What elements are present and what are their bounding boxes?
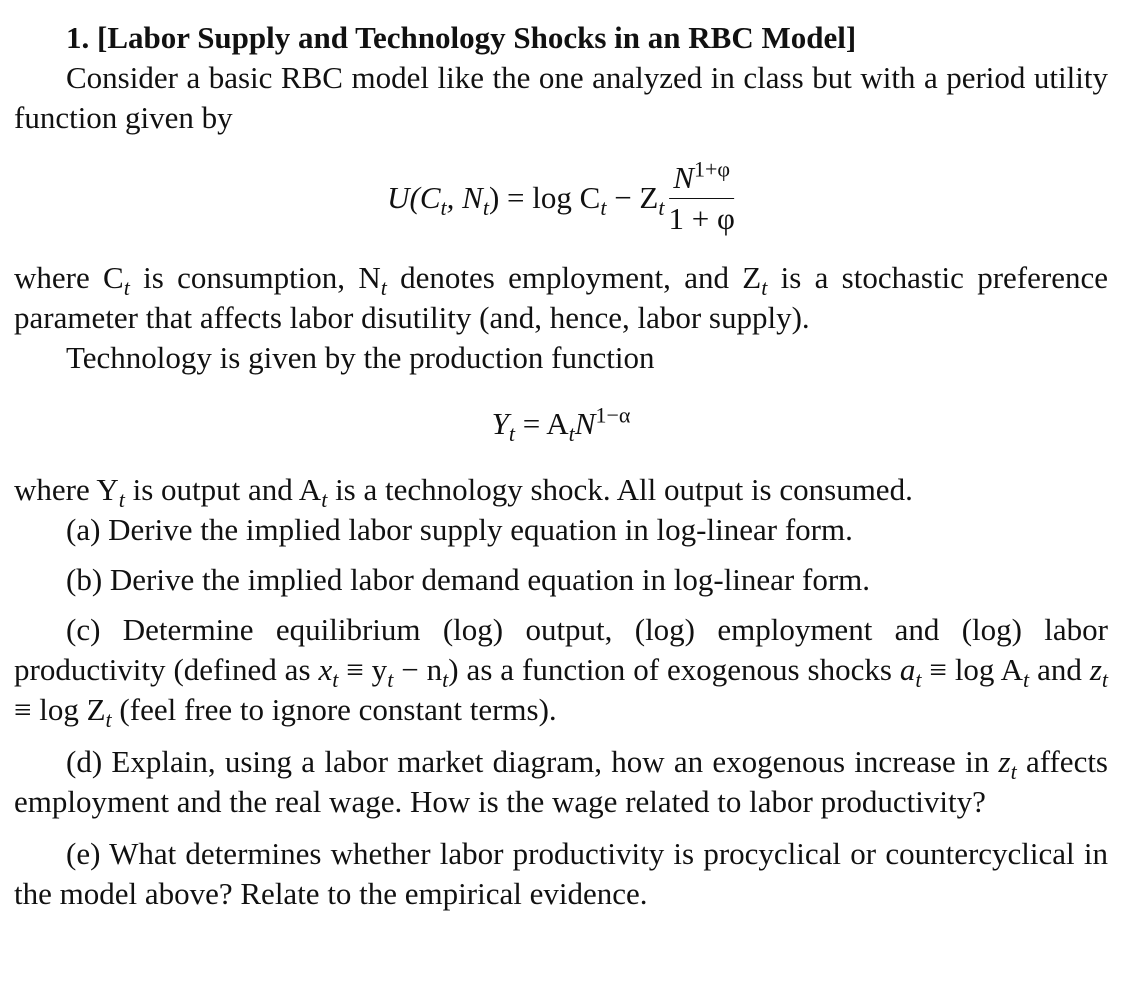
eq1-minus-z: − Z	[606, 180, 659, 215]
where2-sub2: t	[321, 487, 328, 513]
intro-paragraph: Consider a basic RBC model like the one analyzed in class but with a period utility function given by	[14, 60, 1108, 135]
part-e: (e) What determines whether labor productivity is procyclical or countercyclical in the model above? Relate to the empirical evidence.	[14, 836, 1108, 911]
fraction-denominator: 1 + φ	[668, 200, 735, 236]
eq1-sub3: t	[600, 195, 607, 221]
where2-c: is a technology shock. All output is consumed.	[327, 472, 913, 507]
c-text2: ) as a function of exogenous shocks	[448, 652, 900, 687]
c-sub5: t	[1023, 667, 1030, 693]
eq2-y: Y	[491, 406, 509, 441]
c-z: z	[1089, 652, 1102, 687]
where1-d: is a stochastic preference parameter that affects labor disutility (and, hence, labor supply).	[14, 260, 1108, 335]
where2-a: where Y	[14, 472, 119, 507]
d-z: z	[998, 744, 1011, 779]
problem-title: 1. [Labor Supply and Technology Shocks in an RBC Model]	[66, 20, 857, 55]
utility-fraction	[668, 156, 735, 237]
c-n: − n	[393, 652, 443, 687]
eq1-mid: , N	[446, 180, 483, 215]
part-b: (b) Derive the implied labor demand equation in log-linear form.	[66, 562, 871, 597]
c-sub3: t	[442, 667, 449, 693]
eq1-lhs: U(C	[387, 180, 441, 215]
where-paragraph-1	[14, 258, 1108, 338]
c-end: (feel free to ignore constant terms).	[111, 692, 557, 727]
technology-intro: Technology is given by the production function	[66, 340, 655, 375]
c-y: ≡ y	[338, 652, 388, 687]
where2-b: is output and A	[124, 472, 322, 507]
eq1-close: ) = log C	[488, 180, 601, 215]
production-equation	[14, 386, 1108, 462]
c-sub7: t	[105, 707, 112, 733]
fraction-numerator: N	[673, 159, 694, 195]
part-d	[14, 742, 1108, 822]
c-x: x	[318, 652, 333, 687]
where2-sub: t	[118, 487, 125, 513]
c-a: a	[899, 652, 916, 687]
part-a: (a) Derive the implied labor supply equation in log-linear form.	[66, 512, 853, 547]
eq1-sub4: t	[658, 195, 665, 221]
eq2-sub2: t	[568, 421, 575, 447]
where1-sub: t	[123, 275, 130, 301]
c-sub2: t	[387, 667, 394, 693]
c-and: and	[1029, 652, 1090, 687]
where-paragraph-2	[14, 470, 1108, 513]
c-sub6: t	[1101, 667, 1109, 693]
c-sub1: t	[332, 667, 339, 693]
fraction-numerator-exponent: 1+φ	[693, 156, 731, 182]
c-logz: ≡ log Z	[14, 692, 106, 727]
eq2-n: N	[574, 406, 596, 441]
c-loga: ≡ log A	[921, 652, 1024, 687]
where1-b: is consumption, N	[129, 260, 381, 295]
eq1-sub2: t	[482, 195, 489, 221]
where1-sub3: t	[761, 275, 768, 301]
d-text: (d) Explain, using a labor market diagram, how an exogenous increase in	[66, 744, 999, 779]
eq2-exponent: 1−α	[595, 402, 631, 428]
eq2-sub1: t	[508, 421, 515, 447]
d-sub: t	[1010, 759, 1017, 785]
where1-sub2: t	[380, 275, 387, 301]
where1-a: where C	[14, 260, 124, 295]
problem-page	[14, 18, 1108, 914]
c-sub4: t	[915, 667, 922, 693]
d-text2: affects employment and the real wage. How is the wage related to labor productivity?	[14, 744, 1109, 819]
eq2-eq: = A	[514, 406, 569, 441]
c-text: (c) Determine equilibrium (log) output, (log) employment and (log) labor productivity (defined as	[14, 612, 1108, 687]
utility-equation	[14, 148, 1108, 248]
eq1-sub: t	[440, 195, 447, 221]
part-c	[14, 610, 1109, 733]
where1-c: denotes employment, and Z	[386, 260, 762, 295]
